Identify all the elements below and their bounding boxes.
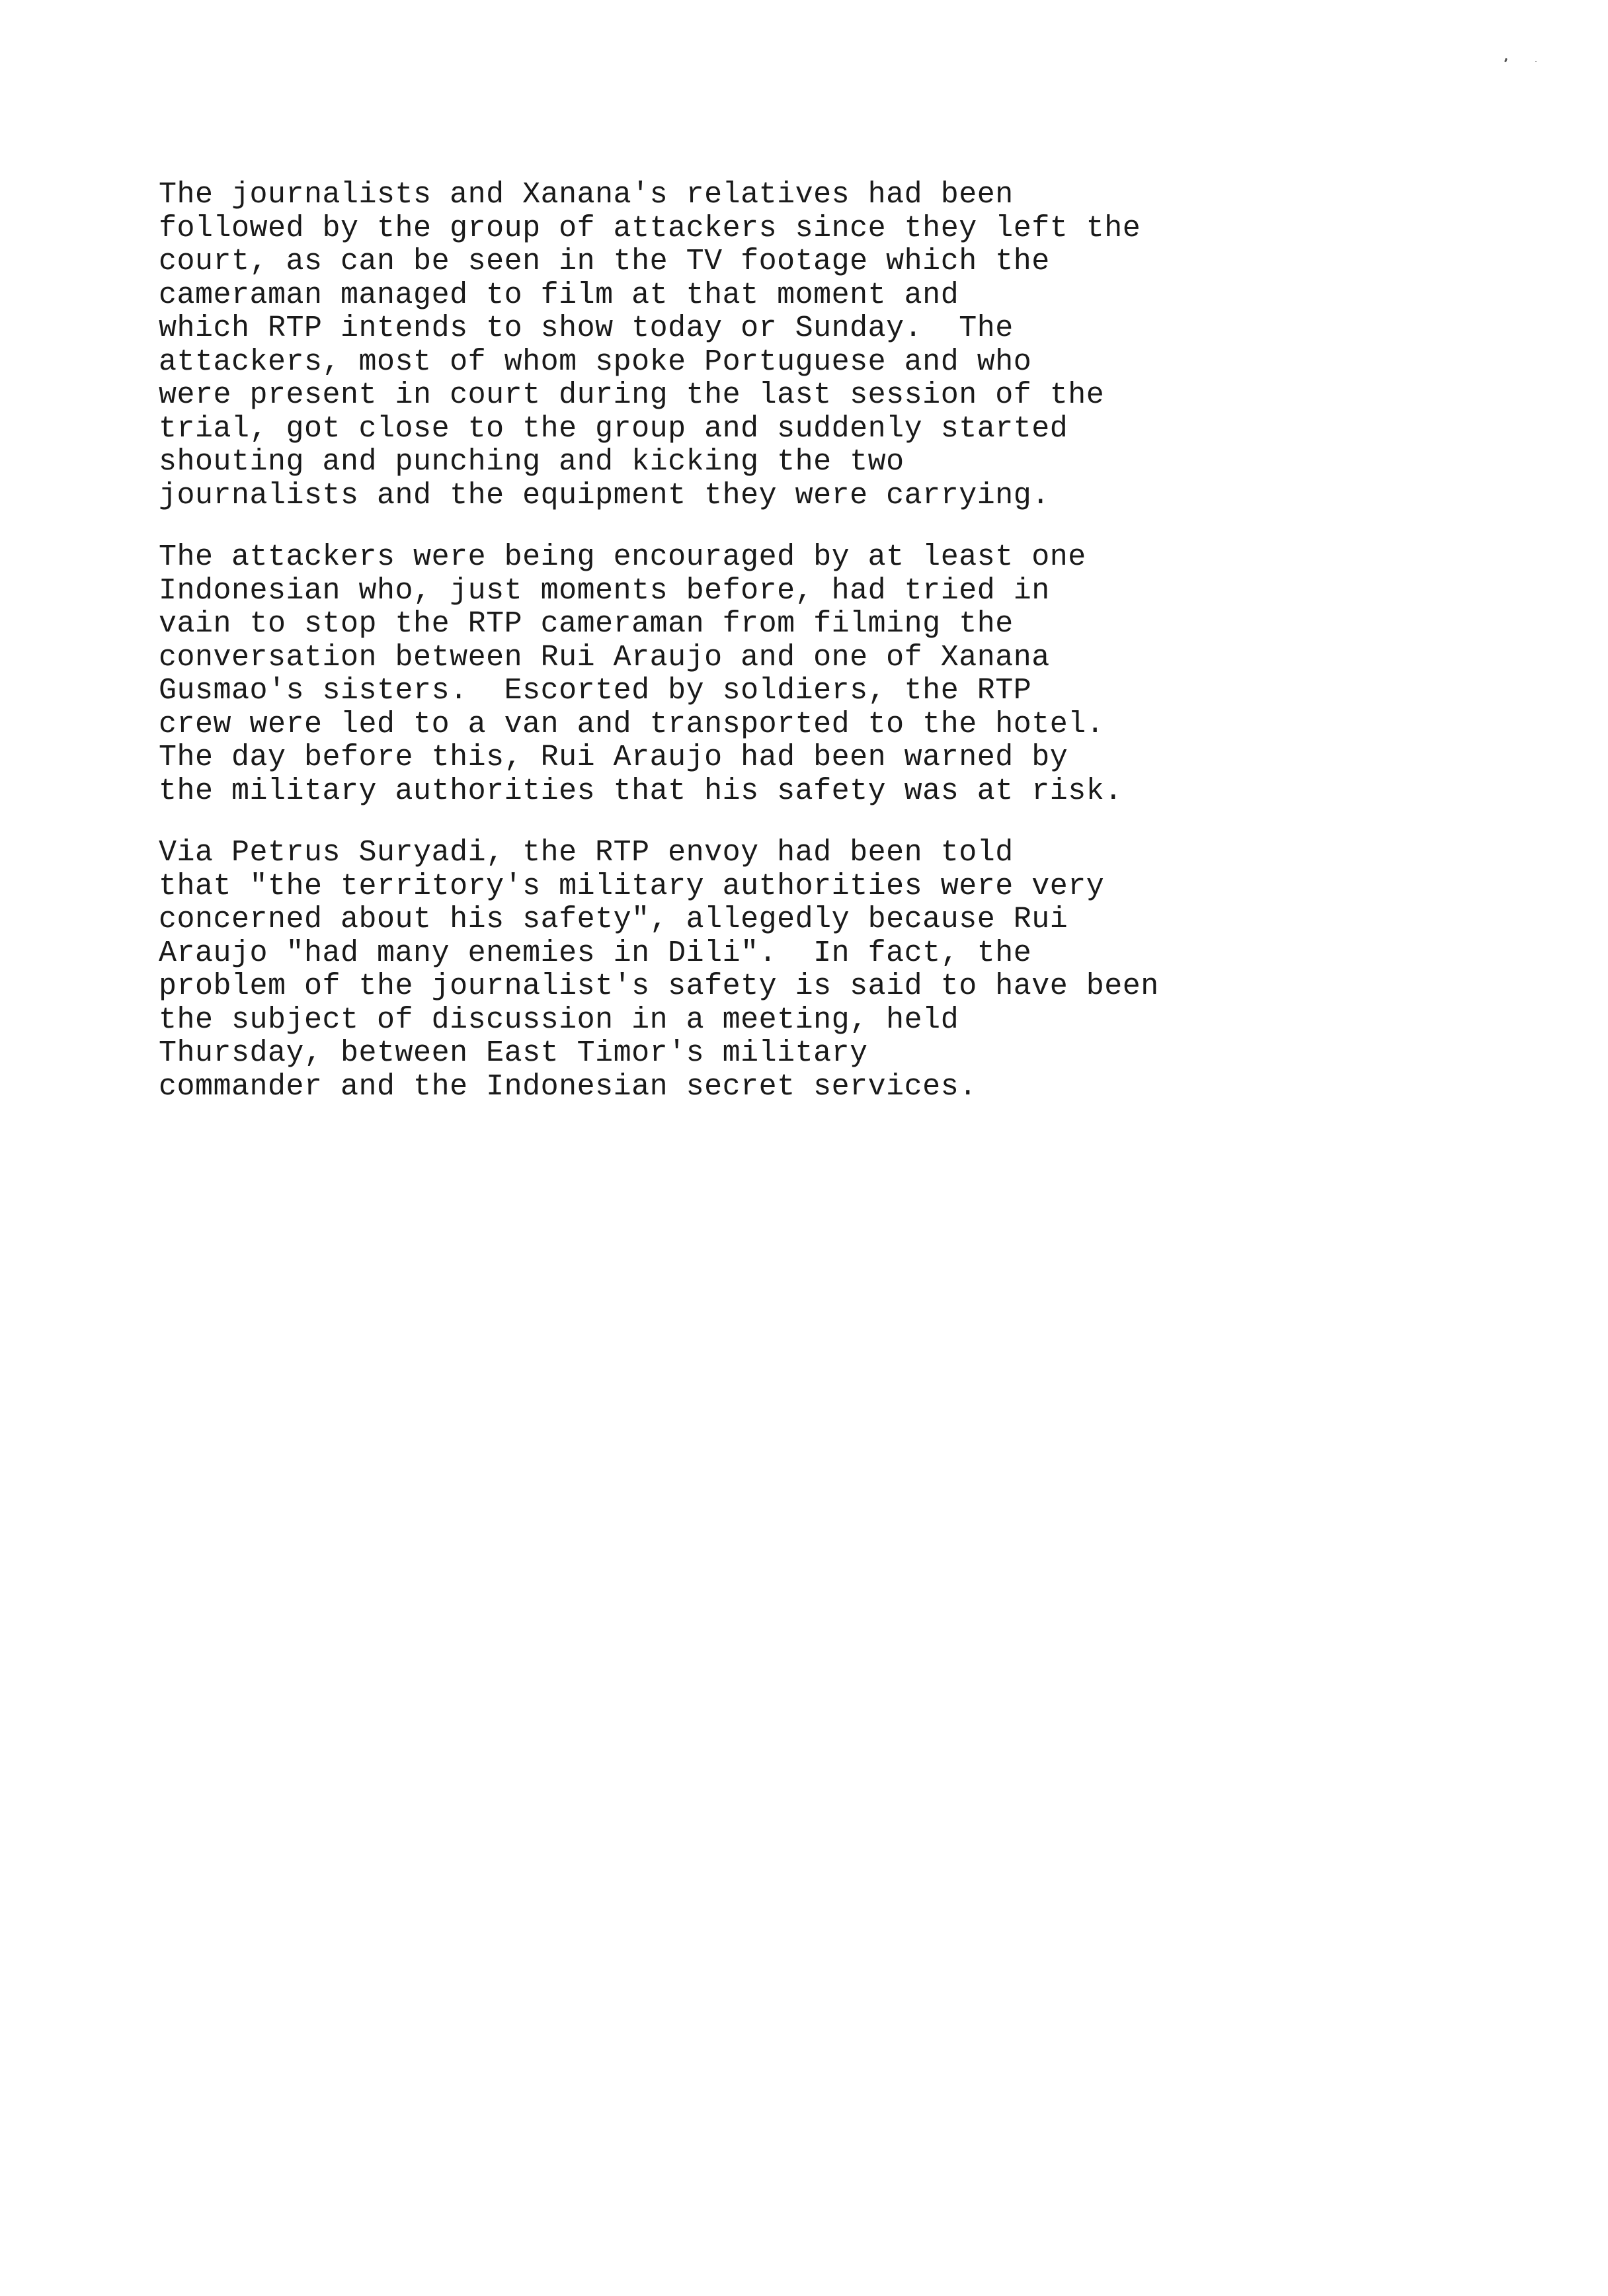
paragraph-1 bbox=[159, 179, 1388, 512]
scan-speck bbox=[1504, 58, 1508, 63]
text-line: Araujo "had many enemies in Dili". In fact, the bbox=[159, 936, 1032, 970]
text-line: concerned about his safety", allegedly because Rui bbox=[159, 903, 1068, 936]
scan-speck bbox=[1535, 61, 1537, 62]
text-line: the military authorities that his safety was at risk. bbox=[159, 774, 1123, 808]
text-line: Via Petrus Suryadi, the RTP envoy had been told bbox=[159, 836, 1014, 870]
text-line: conversation between Rui Araujo and one of Xanana bbox=[159, 640, 1050, 675]
text-line: court, as can be seen in the TV footage which the bbox=[159, 245, 1050, 278]
text-line: that "the territory's military authorities were very bbox=[159, 869, 1105, 903]
text-line: commander and the Indonesian secret services. bbox=[159, 1069, 977, 1104]
text-line: cameraman managed to film at that moment and bbox=[159, 278, 959, 312]
text-line: The day before this, Rui Araujo had been warned by bbox=[159, 741, 1068, 774]
text-line: Gusmao's sisters. Escorted by soldiers, the RTP bbox=[159, 674, 1032, 708]
text-line: crew were led to a van and transported to the hotel. bbox=[159, 707, 1105, 741]
text-line: which RTP intends to show today or Sunday. The bbox=[159, 311, 1014, 345]
text-line: problem of the journalist's safety is said to have been bbox=[159, 969, 1159, 1003]
text-line: vain to stop the RTP cameraman from filming the bbox=[159, 607, 1014, 641]
text-line: The attackers were being encouraged by at least one bbox=[159, 540, 1086, 574]
text-line: Indonesian who, just moments before, had tried in bbox=[159, 573, 1050, 608]
text-line: the subject of discussion in a meeting, held bbox=[159, 1003, 959, 1037]
text-line: were present in court during the last session of the bbox=[159, 378, 1105, 412]
text-line: attackers, most of whom spoke Portuguese and who bbox=[159, 345, 1032, 379]
text-line: journalists and the equipment they were carrying. bbox=[159, 478, 1050, 512]
text-line: trial, got close to the group and suddenly started bbox=[159, 411, 1068, 446]
paragraph-2 bbox=[159, 541, 1388, 808]
text-line: shouting and punching and kicking the two bbox=[159, 445, 904, 479]
text-line: The journalists and Xanana's relatives had been bbox=[159, 178, 1014, 212]
paragraph-3 bbox=[159, 837, 1388, 1104]
text-line: followed by the group of attackers since they left the bbox=[159, 211, 1141, 245]
text-line: Thursday, between East Timor's military bbox=[159, 1036, 868, 1070]
